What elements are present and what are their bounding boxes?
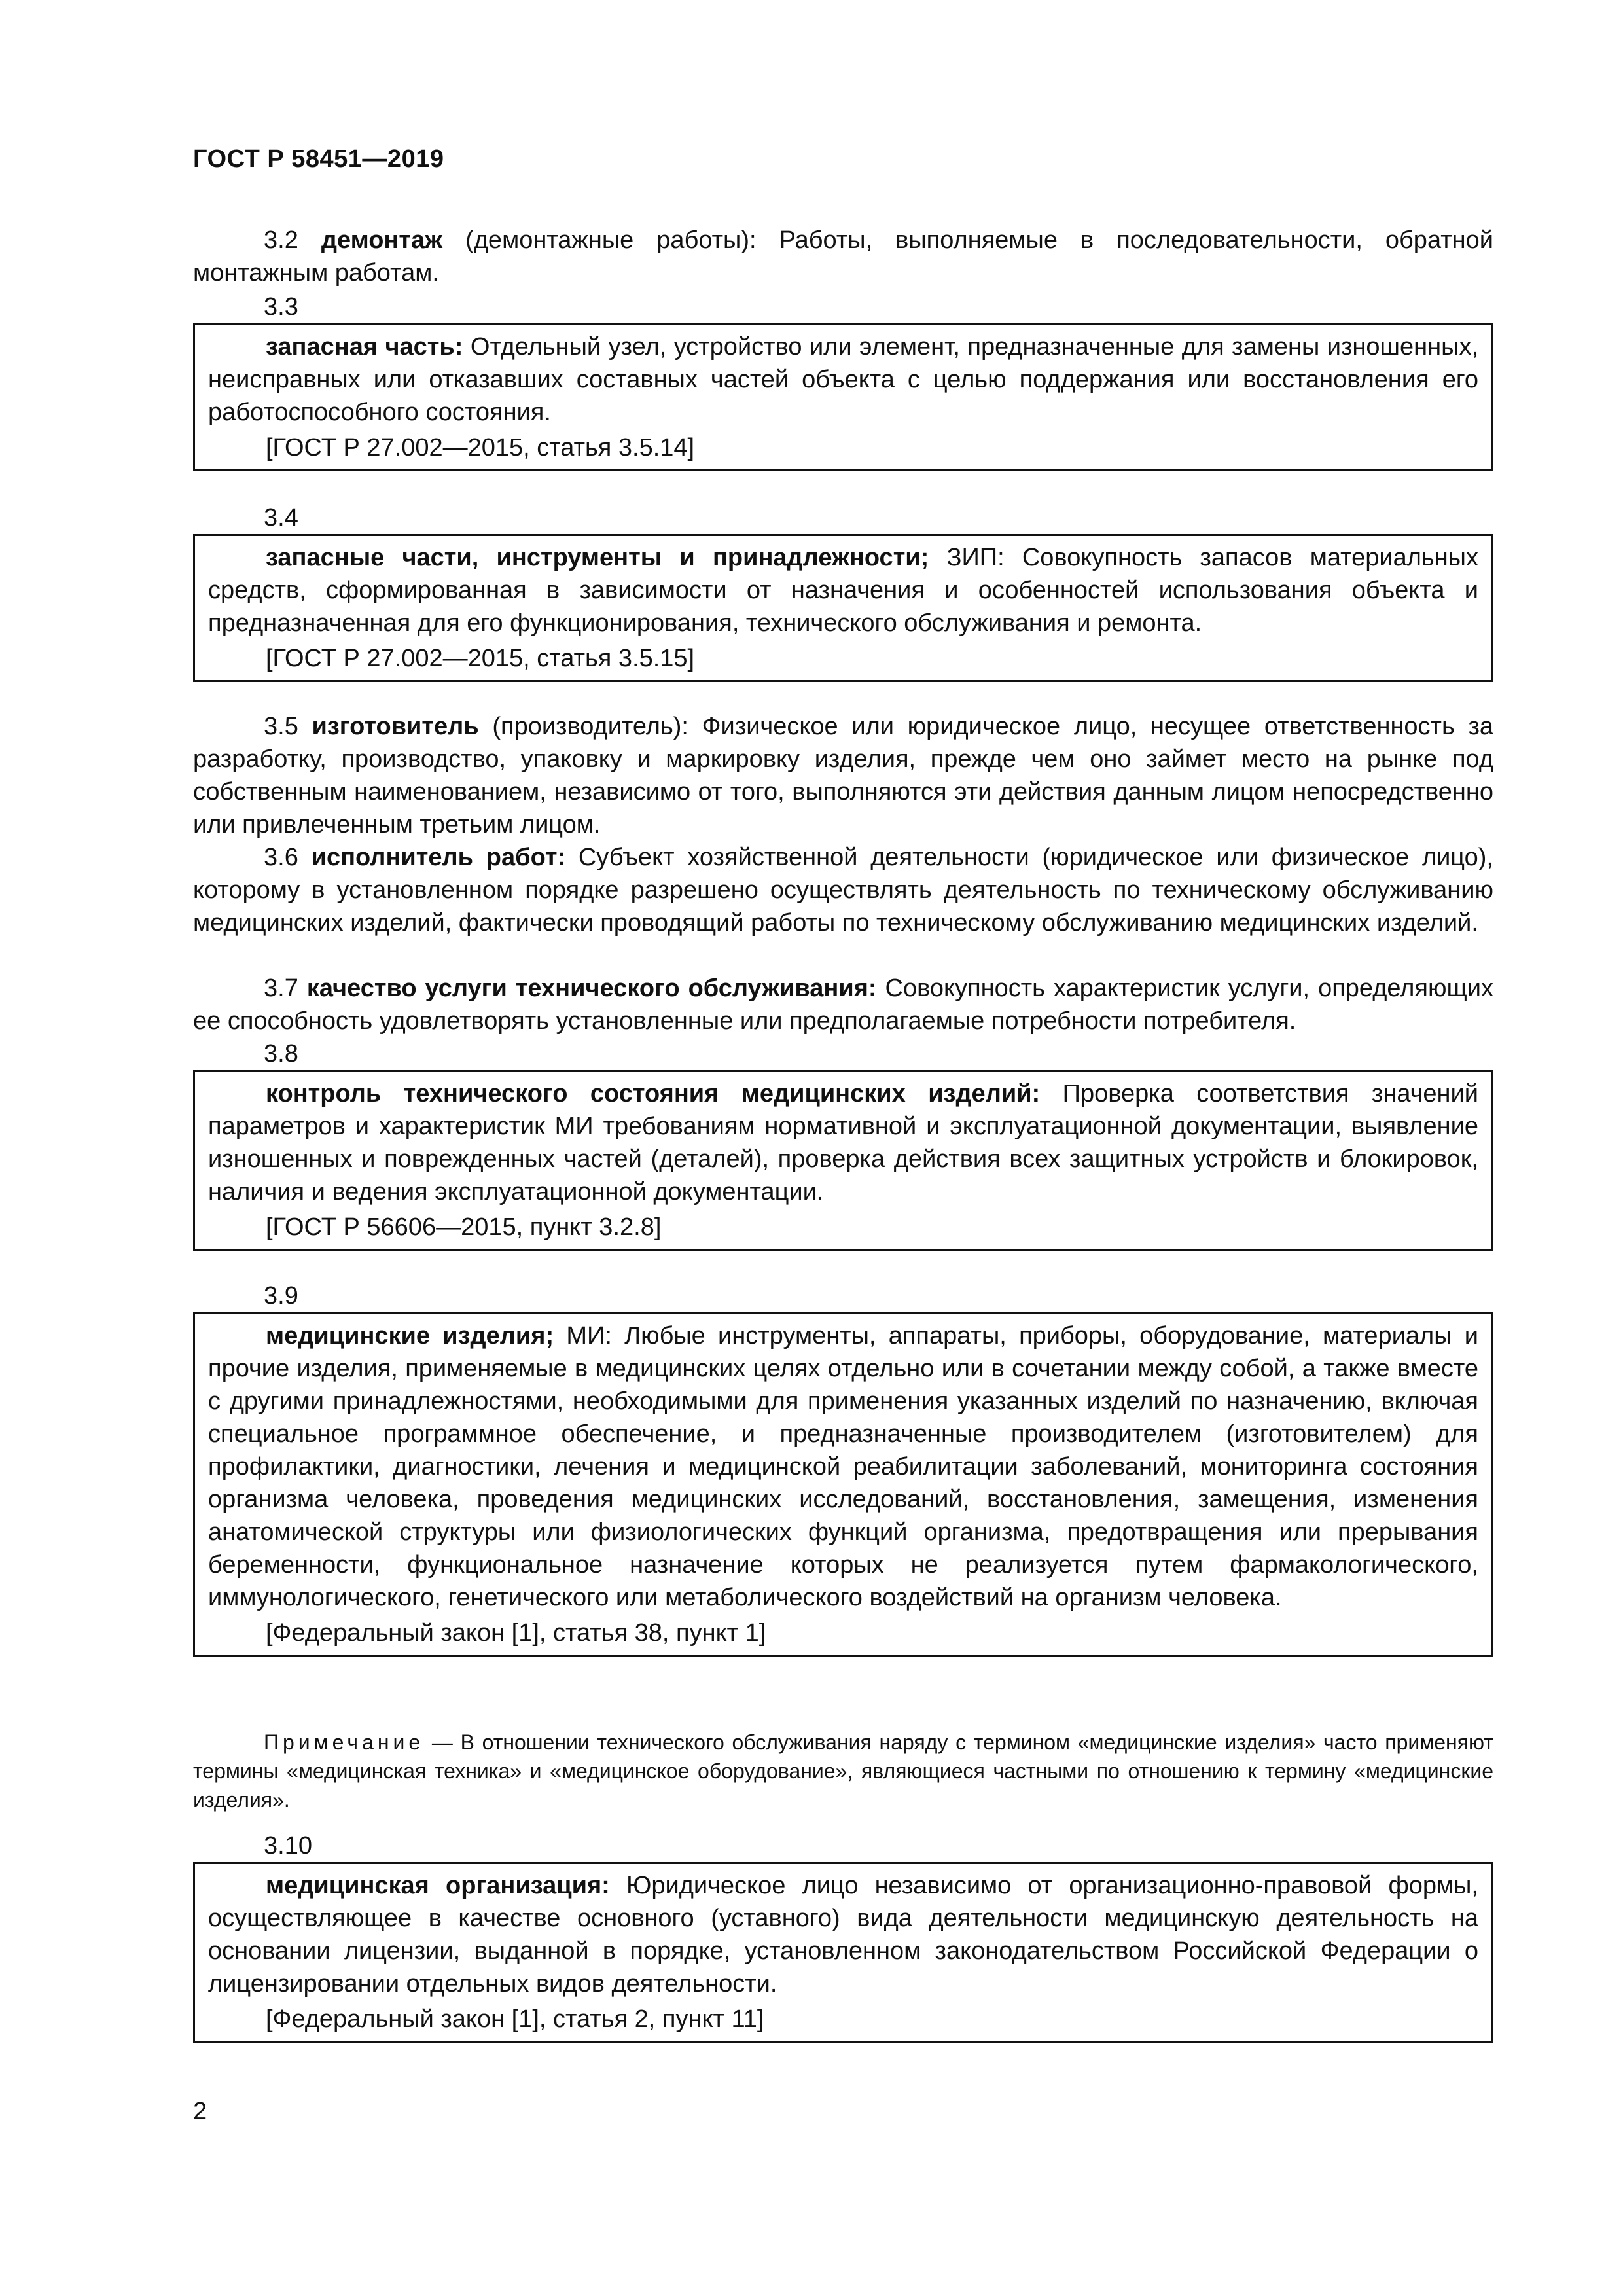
document-header: ГОСТ Р 58451—2019 bbox=[193, 145, 444, 173]
definition: Юридическое лицо независимо от организационно-правовой формы, осуществляющее в качестве основного (уставного) вида деятельности медицинскую деятельность на основании лицензии, выданной в порядке, установленном законодательством Российской Федерации о лицензировании отдельных видов деятельности. bbox=[208, 1872, 1478, 1998]
term: исполнитель работ: bbox=[311, 844, 566, 871]
term: изготовитель bbox=[312, 713, 479, 740]
term: контроль технического состояния медицинских изделий: bbox=[266, 1080, 1041, 1107]
definition-box bbox=[193, 534, 1493, 682]
term: качество услуги технического обслуживания: bbox=[306, 975, 877, 1002]
entry-number: 3.10 bbox=[264, 1832, 312, 1859]
definition: Субъект хозяйственной деятельности (юридическое или физическое лицо), которому в установленном порядке разрешено осуществлять деятельность по техническому обслуживанию медицинских изделий, фактически проводящий работы по техническому обслуживанию медицинских изделий. bbox=[193, 844, 1493, 937]
entry-3-8 bbox=[193, 1037, 1493, 1251]
definition-box bbox=[193, 1312, 1493, 1657]
source-reference: [ГОСТ Р 56606—2015, пункт 3.2.8] bbox=[266, 1213, 662, 1241]
note-label: Примечание bbox=[264, 1731, 425, 1754]
definition: МИ: Любые инструменты, аппараты, приборы, оборудование, материалы и прочие изделия, применяемые в медицинских целях отдельно или в сочетании между собой, а также вместе с другими принадлежностями, необходимыми для применения указанных изделий по назначению, включая специальное программное обеспечение, и предназначенные производителем (изготовителем) для профилактики, диагностики, лечения и медицинской реабилитации заболеваний, мониторинга состояния организма человека, проведения медицинских исследований, восстановления, замещения, изменения анатомической структуры или физиологических функций организма, предотвращения или прерывания беременности, функциональное назначение которых не реализуется путем фармакологического, иммунологического, генетического или метаболического воздействий на организм человека. bbox=[208, 1322, 1478, 1611]
term: медицинские изделия; bbox=[266, 1322, 554, 1350]
term: демонтаж bbox=[321, 226, 443, 254]
definition-box bbox=[193, 323, 1493, 471]
entry-number: 3.5 bbox=[264, 713, 298, 740]
source-reference: [ГОСТ Р 27.002—2015, статья 3.5.14] bbox=[266, 434, 695, 461]
page-number: 2 bbox=[193, 2098, 207, 2125]
definition: (демонтажные работы): Работы, выполняемые в последовательности, обратной монтажным работам. bbox=[193, 226, 1493, 287]
definition-box bbox=[193, 1070, 1493, 1251]
entry-3-3 bbox=[193, 291, 1493, 471]
source-reference: [Федеральный закон [1], статья 38, пункт 1] bbox=[266, 1619, 766, 1647]
definition: (производитель): Физическое или юридическое лицо, несущее ответственность за разработку, производство, упаковку и маркировку изделия, прежде чем оно займет место на рынке под собственным наименованием, независимо от того, выполняются эти действия данным лицом непосредственно или привлеченным третьим лицом. bbox=[193, 713, 1493, 838]
definition: Проверка соответствия значений параметров и характеристик МИ требованиям нормативной и эксплуатационной документации, выявление изношенных и поврежденных частей (деталей), проверка действия всех защитных устройств и блокировок, наличия и ведения эксплуатационной документации. bbox=[208, 1080, 1478, 1206]
entry-number: 3.9 bbox=[264, 1282, 298, 1310]
term: запасная часть: bbox=[266, 333, 463, 361]
note bbox=[193, 1728, 1493, 1814]
entry-number: 3.6 bbox=[264, 844, 298, 871]
definition: Отдельный узел, устройство или элемент, предназначенные для замены изношенных, неисправных или отказавших составных частей объекта с целью поддержания или восстановления его работоспособного состояния. bbox=[208, 333, 1478, 426]
entry-number: 3.3 bbox=[264, 293, 298, 321]
definition-box bbox=[193, 1862, 1493, 2043]
definition: ЗИП: Совокупность запасов материальных средств, сформированная в зависимости от назначения и особенностей использования объекта и предназначенная для его функционирования, технического обслуживания и ремонта. bbox=[208, 544, 1478, 637]
entry-number: 3.2 bbox=[264, 226, 298, 254]
term: запасные части, инструменты и принадлежности; bbox=[266, 544, 929, 571]
term: медицинская организация: bbox=[266, 1872, 610, 1899]
entry-number: 3.7 bbox=[264, 975, 298, 1002]
entry-number: 3.4 bbox=[264, 504, 298, 531]
entry-3-5 bbox=[193, 710, 1493, 841]
entry-3-6 bbox=[193, 841, 1493, 939]
entry-3-4 bbox=[193, 501, 1493, 682]
entry-number: 3.8 bbox=[264, 1040, 298, 1067]
entry-3-9 bbox=[193, 1280, 1493, 1657]
definition: Совокупность характеристик услуги, определяющих ее способность удовлетворять установленные или предполагаемые потребности потребителя. bbox=[193, 975, 1493, 1035]
entry-3-7 bbox=[193, 972, 1493, 1037]
note-text: — В отношении технического обслуживания наряду с термином «медицинские изделия» часто применяют термины «медицинская техника» и «медицинское оборудование», являющиеся частными по отношению к термину «медицинские изделия». bbox=[193, 1731, 1493, 1812]
source-reference: [ГОСТ Р 27.002—2015, статья 3.5.15] bbox=[266, 645, 695, 672]
entry-3-10 bbox=[193, 1829, 1493, 2043]
entry-3-2 bbox=[193, 224, 1493, 289]
source-reference: [Федеральный закон [1], статья 2, пункт 11] bbox=[266, 2005, 764, 2033]
